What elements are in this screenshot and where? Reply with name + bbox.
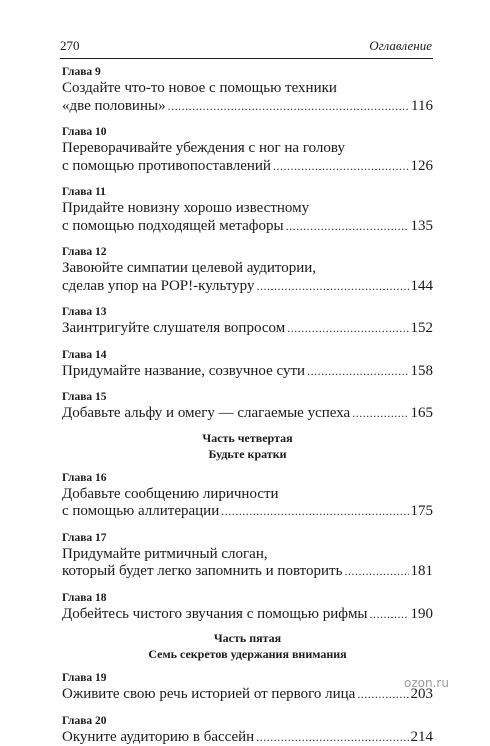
entry-title-text: Придумайте название, созвучное сути [62, 363, 305, 381]
dot-leader [344, 563, 408, 581]
entry-title-text: с помощью противопоставлений [62, 158, 271, 176]
dot-leader [256, 729, 408, 746]
entry-last-line [62, 98, 433, 116]
chapter-label: Глава 19 [62, 671, 433, 686]
chapter-label: Глава 12 [62, 245, 433, 260]
page-ref: 181 [411, 563, 434, 581]
entry-last-line [62, 278, 433, 296]
entry-title-text: «две половины» [62, 98, 166, 116]
entry-title-text: Оживите свою речь историей от первого лица [62, 686, 355, 704]
toc-entry [62, 305, 433, 338]
part-title: Часть пятая [62, 630, 433, 646]
chapter-label: Глава 17 [62, 531, 433, 546]
entry-last-line [62, 686, 433, 704]
chapter-label: Глава 20 [62, 714, 433, 729]
toc-entry [62, 390, 433, 423]
page-ref: 152 [411, 320, 434, 338]
dot-leader [307, 363, 408, 381]
entry-title-text: Окуните аудиторию в бассейн [62, 729, 254, 746]
entry-last-line [62, 563, 433, 581]
toc-entry [62, 185, 433, 235]
entry-last-line [62, 158, 433, 176]
entry-title-text: с помощью подходящей метафоры [62, 218, 284, 236]
entry-title-text: Заинтригуйте слушателя вопросом [62, 320, 285, 338]
page-ref: 135 [411, 218, 434, 236]
page-header [60, 38, 432, 56]
toc-group-part4 [62, 471, 433, 624]
toc-entry [62, 471, 433, 521]
page-ref: 203 [411, 686, 434, 704]
dot-leader [221, 503, 408, 521]
watermark: ozon.ru [404, 676, 449, 690]
chapter-label: Глава 10 [62, 125, 433, 140]
toc-entry [62, 245, 433, 295]
chapter-label: Глава 14 [62, 348, 433, 363]
page-ref: 126 [411, 158, 434, 176]
page-ref: 116 [411, 98, 433, 116]
toc-entry [62, 714, 433, 746]
dot-leader [168, 98, 409, 116]
entry-title-text: который будет легко запомнить и повторить [62, 563, 342, 581]
entry-title-text: Переворачивайте убеждения с ног на голову [62, 140, 345, 158]
page-ref: 175 [411, 503, 434, 521]
entry-title-line [62, 80, 433, 98]
page-ref: 214 [411, 729, 434, 746]
entry-title-text: с помощью аллитерации [62, 503, 219, 521]
dot-leader [287, 320, 408, 338]
chapter-label: Глава 11 [62, 185, 433, 200]
entry-title-line [62, 140, 433, 158]
toc-entry [62, 531, 433, 581]
chapter-label: Глава 16 [62, 471, 433, 486]
entry-title-text: Завоюйте симпатии целевой аудитории, [62, 260, 316, 278]
dot-leader [256, 278, 408, 296]
entry-last-line [62, 405, 433, 423]
toc-entry [62, 591, 433, 624]
entry-title-text: Добавьте сообщению лиричности [62, 486, 279, 504]
toc-entry [62, 65, 433, 115]
toc-group-part3 [62, 65, 433, 423]
dot-leader [286, 218, 409, 236]
page-number: 270 [60, 38, 80, 54]
chapter-label: Глава 18 [62, 591, 433, 606]
page-ref: 144 [411, 278, 434, 296]
header-rule [60, 58, 433, 59]
part-subtitle: Семь секретов удержания внимания [62, 646, 433, 662]
entry-title-line [62, 546, 433, 564]
entry-title-text: Добейтесь чистого звучания с помощью рифмы [62, 606, 368, 624]
part-subtitle: Будьте кратки [62, 446, 433, 462]
entry-last-line [62, 729, 433, 746]
page-ref: 190 [411, 606, 434, 624]
part-title: Часть четвертая [62, 430, 433, 446]
chapter-label: Глава 15 [62, 390, 433, 405]
dot-leader [357, 686, 408, 704]
toc-group-part5 [62, 671, 433, 746]
entry-last-line [62, 363, 433, 381]
entry-title-text: Придайте новизну хорошо известному [62, 200, 309, 218]
entry-last-line [62, 606, 433, 624]
entry-title-line [62, 200, 433, 218]
dot-leader [273, 158, 409, 176]
toc-entry [62, 348, 433, 381]
chapter-label: Глава 13 [62, 305, 433, 320]
entry-title-line [62, 260, 433, 278]
page-ref: 165 [411, 405, 434, 423]
table-of-contents [62, 63, 433, 746]
dot-leader [370, 606, 409, 624]
entry-last-line [62, 503, 433, 521]
entry-title-line [62, 486, 433, 504]
chapter-label: Глава 9 [62, 65, 433, 80]
entry-title-text: Добавьте альфу и омегу — слагаемые успеха [62, 405, 350, 423]
running-title: Оглавление [369, 38, 432, 54]
entry-title-text: сделав упор на POP!-культуру [62, 278, 254, 296]
entry-last-line [62, 320, 433, 338]
entry-last-line [62, 218, 433, 236]
page-ref: 158 [411, 363, 434, 381]
entry-title-text: Создайте что-то новое с помощью техники [62, 80, 337, 98]
toc-entry [62, 125, 433, 175]
entry-title-text: Придумайте ритмичный слоган, [62, 546, 268, 564]
dot-leader [352, 405, 408, 423]
